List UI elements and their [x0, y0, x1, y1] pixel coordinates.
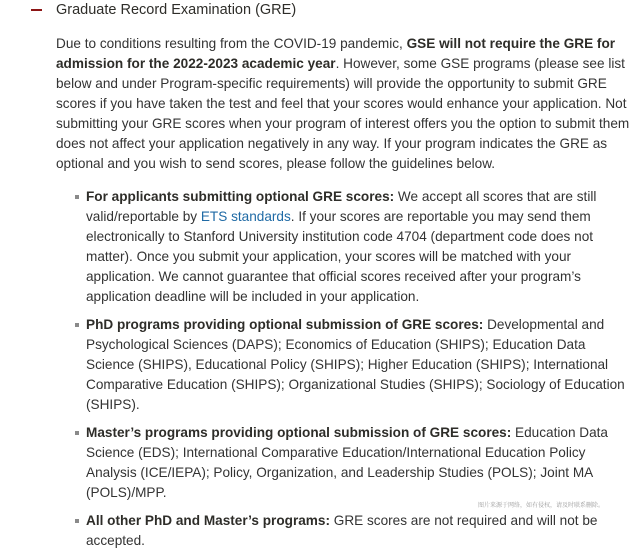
list-item-bold: All other PhD and Master’s programs:	[86, 513, 330, 528]
bullet-square-icon	[75, 519, 79, 523]
bullet-square-icon	[75, 431, 79, 435]
bullet-square-icon	[75, 195, 79, 199]
gre-accordion-header[interactable]	[0, 0, 640, 20]
ets-standards-link[interactable]: ETS standards	[200, 209, 291, 224]
intro-text-part1: Due to conditions resulting from the COVID-19 pandemic,	[56, 36, 407, 51]
list-item-phd-programs	[72, 315, 632, 415]
intro-paragraph	[56, 34, 631, 174]
intro-bold: GSE will not require the GRE for admission for the 2022-2023 academic year	[56, 36, 616, 71]
bullet-square-icon	[75, 323, 79, 327]
list-item-masters-programs	[72, 423, 632, 503]
accordion-title: Graduate Record Examination (GRE)	[56, 2, 297, 18]
list-item-text: Developmental and Psychological Sciences (DAPS); Economics of Education (SHIPS); Education Data Science (SHIPS), Educational Policy (SHIPS); Higher Education (SHIPS); International Comparative Education (SHIPS); Organizational Studies (SHIPS); Sociology of Education (SHIPS).	[86, 317, 625, 412]
collapse-minus-icon[interactable]	[31, 9, 42, 11]
intro-text	[56, 34, 631, 174]
list-item-bold: PhD programs providing optional submission of GRE scores:	[86, 317, 484, 332]
list-item-bold: Master’s programs providing optional submission of GRE scores:	[86, 425, 512, 440]
list-item-text: Education Data Science (EDS); International Comparative Education/International Education Policy Analysis (ICE/IEPA); Policy, Organization, and Leadership Studies (POLS); Joint MA (POLS)/MPP.	[86, 425, 608, 500]
list-item-optional-scores	[72, 187, 632, 307]
intro-text-part2: . However, some GSE programs (please see list below and under Program-specific requirements) will provide the opportunity to submit GRE scores if you have taken the test and feel that your scores would enhance your application. Not submitting your GRE scores when your program of interest offers you the option to submit them does not affect your application negatively in any way. If your program indicates the GRE as optional and you wish to send scores, please follow the guidelines below.	[56, 56, 630, 171]
watermark-text: 图片来源于网络，如有侵权，请及时联系删除。	[477, 503, 604, 509]
list-item-text: We accept all scores that are still valid/reportable by	[86, 189, 597, 224]
list-item-text: GRE scores are not required and will not be accepted.	[86, 513, 598, 548]
list-item-text: . If your scores are reportable you may send them electronically to Stanford University institution code 4704 (department code does not matter). Once you submit your application, your scores will be matched with your application. We cannot guarantee that official scores received after your program’s application deadline will be included in your application.	[86, 209, 594, 304]
list-item-other-programs	[72, 511, 632, 551]
list-item-bold: For applicants submitting optional GRE scores:	[86, 189, 395, 204]
